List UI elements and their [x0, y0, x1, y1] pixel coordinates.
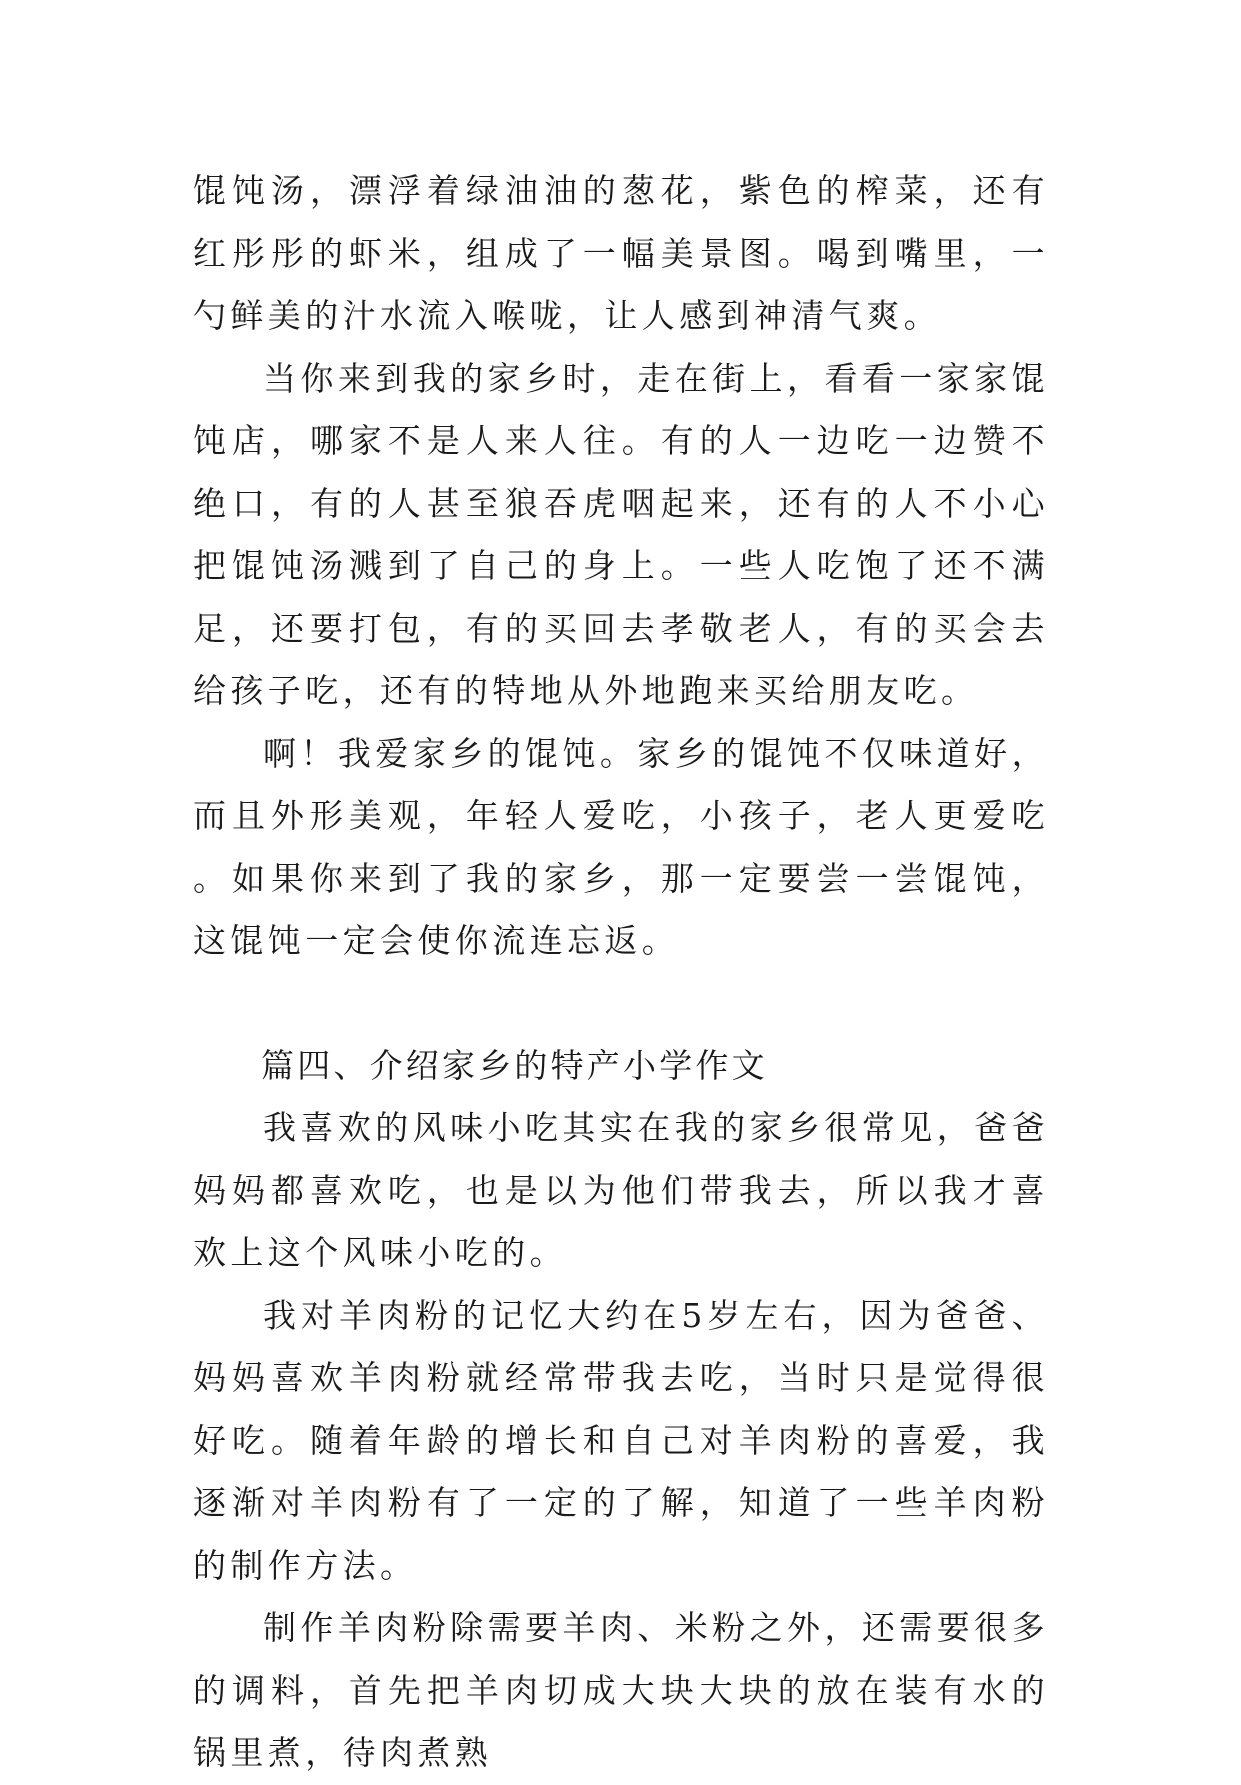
paragraph-favorite-snack: 我喜欢的风味小吃其实在我的家乡很常见，爸爸妈妈都喜欢吃，也是以为他们带我去，所以我才喜欢上这个风味小吃的。	[193, 1108, 1049, 1272]
paragraph-making-method: 制作羊肉粉除需要羊肉、米粉之外，还需要很多的调料，首先把羊肉切成大块大块的放在装有水的锅里煮，待肉煮熟	[193, 1608, 1049, 1772]
section-spacer	[193, 973, 1049, 1035]
document-page	[193, 160, 1049, 1785]
paragraph-soup-description: 馄饨汤，漂浮着绿油油的葱花，紫色的榨菜，还有红彤彤的虾米，组成了一幅美景图。喝到嘴里，一勺鲜美的汁水流入喉咙，让人感到神清气爽。	[193, 171, 1049, 335]
paragraph-mutton-memory: 我对羊肉粉的记忆大约在5岁左右，因为爸爸、妈妈喜欢羊肉粉就经常带我去吃，当时只是觉得很好吃。随着年龄的增长和自己对羊肉粉的喜爱，我逐渐对羊肉粉有了一定的了解，知道了一些羊肉粉的制作方法。	[193, 1295, 1049, 1585]
paragraph-street-scene: 当你来到我的家乡时，走在街上，看看一家家馄饨店，哪家不是人来人往。有的人一边吃一边赞不绝口，有的人甚至狼吞虎咽起来，还有的人不小心把馄饨汤溅到了自己的身上。一些人吃饱了还不满足，还要打包，有的买回去孝敬老人，有的买会去给孩子吃，还有的特地从外地跑来买给朋友吃。	[193, 358, 1049, 710]
section-title: 篇四、介绍家乡的特产小学作文	[261, 1045, 768, 1085]
paragraph-love-wonton: 啊！我爱家乡的馄饨。家乡的馄饨不仅味道好，而且外形美观，年轻人爱吃，小孩子，老人更爱吃。如果你来到了我的家乡，那一定要尝一尝馄饨，这馄饨一定会使你流连忘返。	[193, 733, 1049, 960]
